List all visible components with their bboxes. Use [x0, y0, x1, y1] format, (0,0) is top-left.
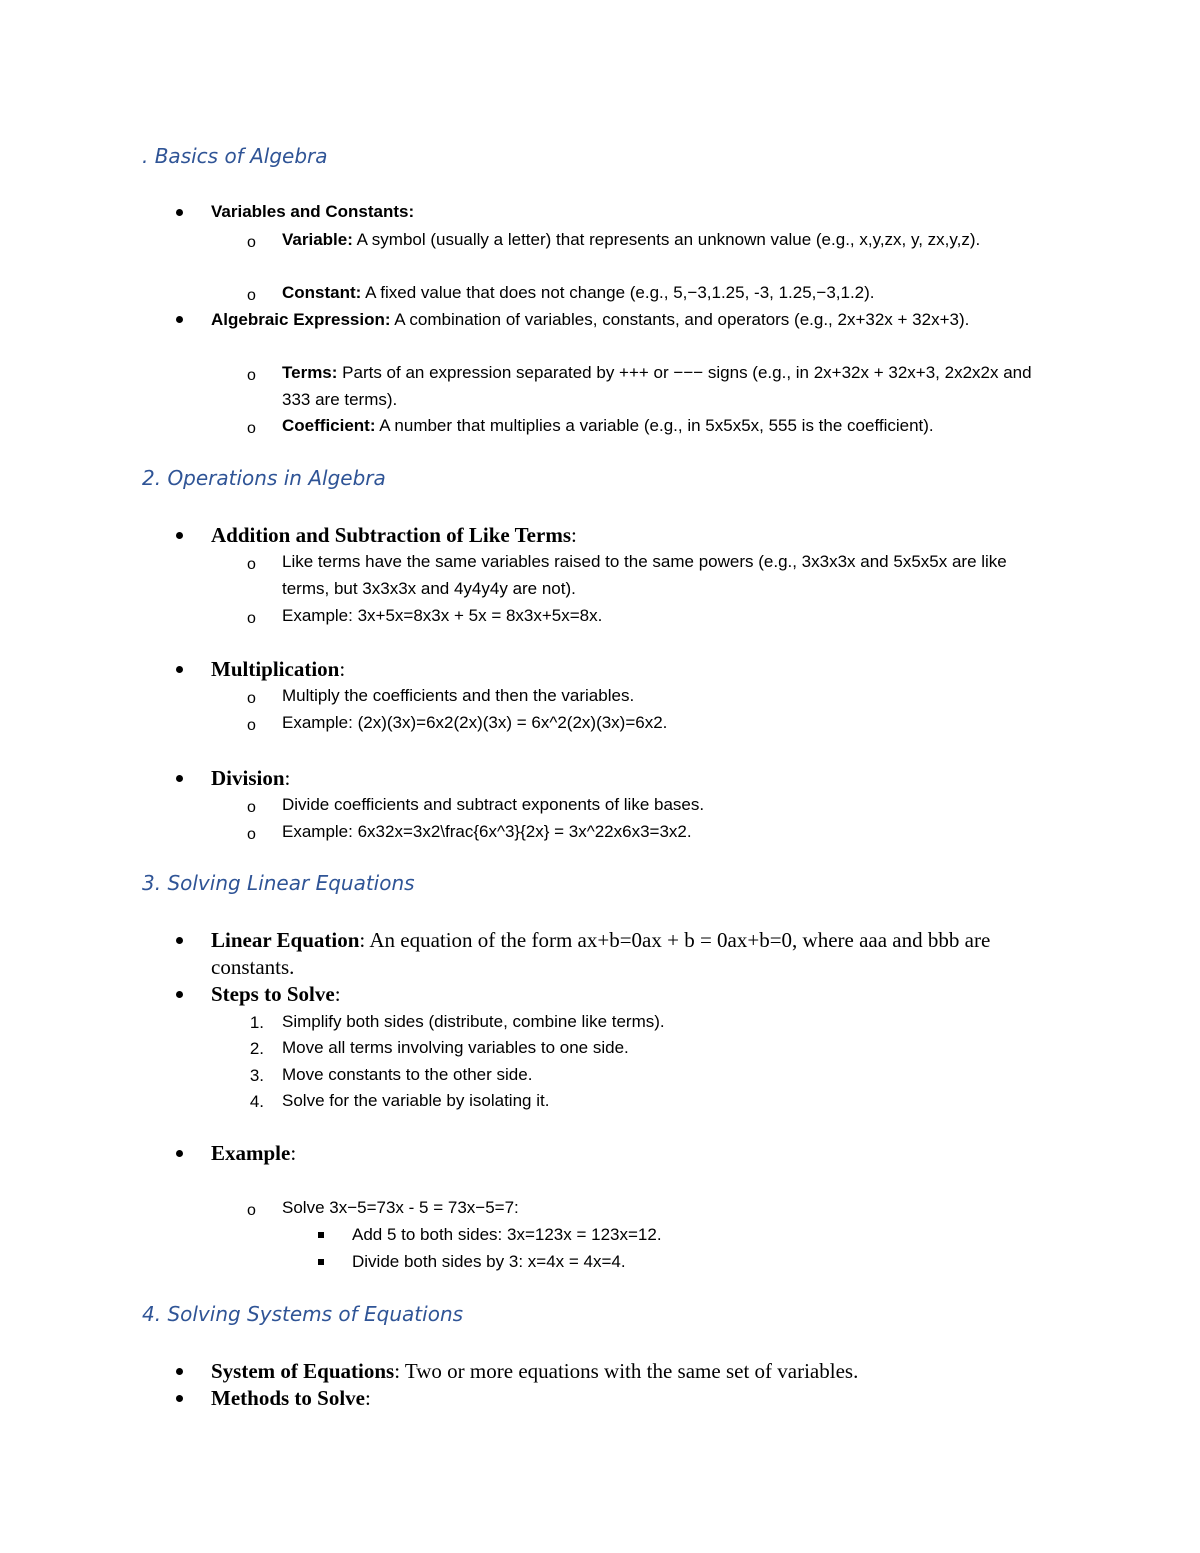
- item-label: Multiplication: [211, 657, 340, 681]
- circle-bullet-icon: o: [247, 717, 256, 734]
- section-heading-basics: . Basics of Algebra: [142, 144, 328, 168]
- list-item-solve-step: Add 5 to both sides: 3x=123x = 123x=12.: [352, 1225, 662, 1244]
- circle-bullet-icon: o: [247, 287, 256, 304]
- list-item-variables-constants: [211, 199, 1061, 226]
- item-label: Algebraic Expression:: [211, 310, 391, 329]
- item-label: Coefficient:: [282, 416, 376, 435]
- circle-bullet-icon: o: [247, 1202, 256, 1219]
- item-colon: :: [334, 982, 341, 1006]
- list-item-linear-equation: [211, 927, 1061, 981]
- list-item-divide-rule: Divide coefficients and subtract exponents of like bases.: [282, 795, 705, 814]
- item-text: A number that multiplies a variable (e.g., in 5x5x5x, 555 is the coefficient).: [375, 416, 934, 435]
- circle-bullet-icon: o: [247, 234, 256, 251]
- step-item: Move constants to the other side.: [282, 1065, 533, 1084]
- item-label: Example: [211, 1141, 291, 1165]
- circle-bullet-icon: o: [247, 799, 256, 816]
- bullet-icon: [176, 532, 183, 539]
- list-item-like-terms: Like terms have the same variables raised to the same powers (e.g., 3x3x3x and 5x5x5x are like terms, but 3x3x3x and 4y4y4y are not).: [282, 552, 1007, 598]
- bullet-icon: [176, 1395, 183, 1402]
- list-item-multiply-example: Example: (2x)(3x)=6x2(2x)(3x) = 6x^2(2x)(3x)=6x2.: [282, 713, 668, 732]
- item-text: : Two or more equations with the same set of variables.: [394, 1359, 859, 1383]
- item-text: Parts of an expression separated by +++ or −−− signs (e.g., in 2x+32x + 32x+3, 2x2x2x and 333 are terms).: [282, 363, 1032, 409]
- item-label: Steps to Solve: [211, 982, 335, 1006]
- step-number: 4.: [249, 1092, 264, 1111]
- section-heading-operations: 2. Operations in Algebra: [142, 466, 386, 490]
- bullet-icon: [176, 1368, 183, 1375]
- list-item-addition-example: Example: 3x+5x=8x3x + 5x = 8x3x+5x=8x.: [282, 606, 603, 625]
- bullet-icon: [176, 209, 183, 216]
- bullet-icon: [176, 666, 183, 673]
- list-item-variable: [282, 227, 1057, 254]
- item-colon: :: [339, 657, 346, 681]
- bullet-icon: [176, 937, 183, 944]
- circle-bullet-icon: o: [247, 826, 256, 843]
- list-item-example: [211, 1140, 1061, 1167]
- list-item-multiplication: [211, 656, 1061, 683]
- step-number: 2.: [249, 1039, 264, 1058]
- item-label: Terms:: [282, 363, 338, 382]
- item-colon: :: [284, 766, 291, 790]
- list-item-division: [211, 765, 1061, 792]
- list-item-terms: [282, 360, 1057, 413]
- circle-bullet-icon: o: [247, 420, 256, 437]
- list-item-solve-step: Divide both sides by 3: x=4x = 4x=4.: [352, 1252, 626, 1271]
- item-colon: :: [365, 1386, 371, 1410]
- list-item-constant: [282, 280, 1057, 307]
- circle-bullet-icon: o: [247, 556, 256, 573]
- circle-bullet-icon: o: [247, 690, 256, 707]
- step-item: Solve for the variable by isolating it.: [282, 1091, 550, 1110]
- list-item-solve-example: Solve 3x−5=73x - 5 = 73x−5=7:: [282, 1198, 519, 1217]
- list-item-methods-to-solve: [211, 1385, 1061, 1412]
- square-bullet-icon: [318, 1232, 324, 1238]
- item-label: Addition and Subtraction of Like Terms: [211, 523, 571, 547]
- item-text: A combination of variables, constants, and operators (e.g., 2x+32x + 32x+3).: [390, 310, 970, 329]
- bullet-icon: [176, 1150, 183, 1157]
- item-label: Methods to Solve: [211, 1386, 365, 1410]
- item-text: : An equation of the form ax+b=0ax + b = 0ax+b=0, where aaa and bbb are constants.: [211, 928, 991, 979]
- item-label: Variables and Constants:: [211, 202, 415, 221]
- step-item: Move all terms involving variables to one side.: [282, 1038, 629, 1057]
- section-heading-systems: 4. Solving Systems of Equations: [142, 1302, 464, 1326]
- item-label: Division: [211, 766, 285, 790]
- item-colon: :: [571, 523, 577, 547]
- circle-bullet-icon: o: [247, 610, 256, 627]
- step-item: Simplify both sides (distribute, combine like terms).: [282, 1012, 665, 1031]
- item-label: Variable:: [282, 230, 353, 249]
- list-item-steps-to-solve: [211, 981, 1061, 1008]
- item-text: A fixed value that does not change (e.g., 5,−3,1.25, -3, 1.25,−3,1.2).: [361, 283, 875, 302]
- item-label: System of Equations: [211, 1359, 395, 1383]
- bullet-icon: [176, 316, 183, 323]
- item-colon: :: [290, 1141, 297, 1165]
- step-number: 3.: [249, 1066, 264, 1085]
- bullet-icon: [176, 775, 183, 782]
- list-item-divide-example: Example: 6x32x=3x2\frac{6x^3}{2x} = 3x^22x6x3=3x2.: [282, 822, 692, 841]
- item-label: Constant:: [282, 283, 362, 302]
- bullet-icon: [176, 991, 183, 998]
- circle-bullet-icon: o: [247, 367, 256, 384]
- step-number: 1.: [249, 1013, 264, 1032]
- list-item-coefficient: [282, 413, 1082, 440]
- section-heading-linear-equations: 3. Solving Linear Equations: [142, 871, 415, 895]
- item-text: A symbol (usually a letter) that represents an unknown value (e.g., x,y,zx, y, zx,y,z).: [352, 230, 981, 249]
- item-label: Linear Equation: [211, 928, 360, 952]
- list-item-system-of-equations: [211, 1358, 1061, 1385]
- square-bullet-icon: [318, 1259, 324, 1265]
- list-item-multiply-rule: Multiply the coefficients and then the variables.: [282, 686, 635, 705]
- list-item-algebraic-expression: [211, 307, 1011, 334]
- list-item-addition-subtraction: [211, 522, 1061, 549]
